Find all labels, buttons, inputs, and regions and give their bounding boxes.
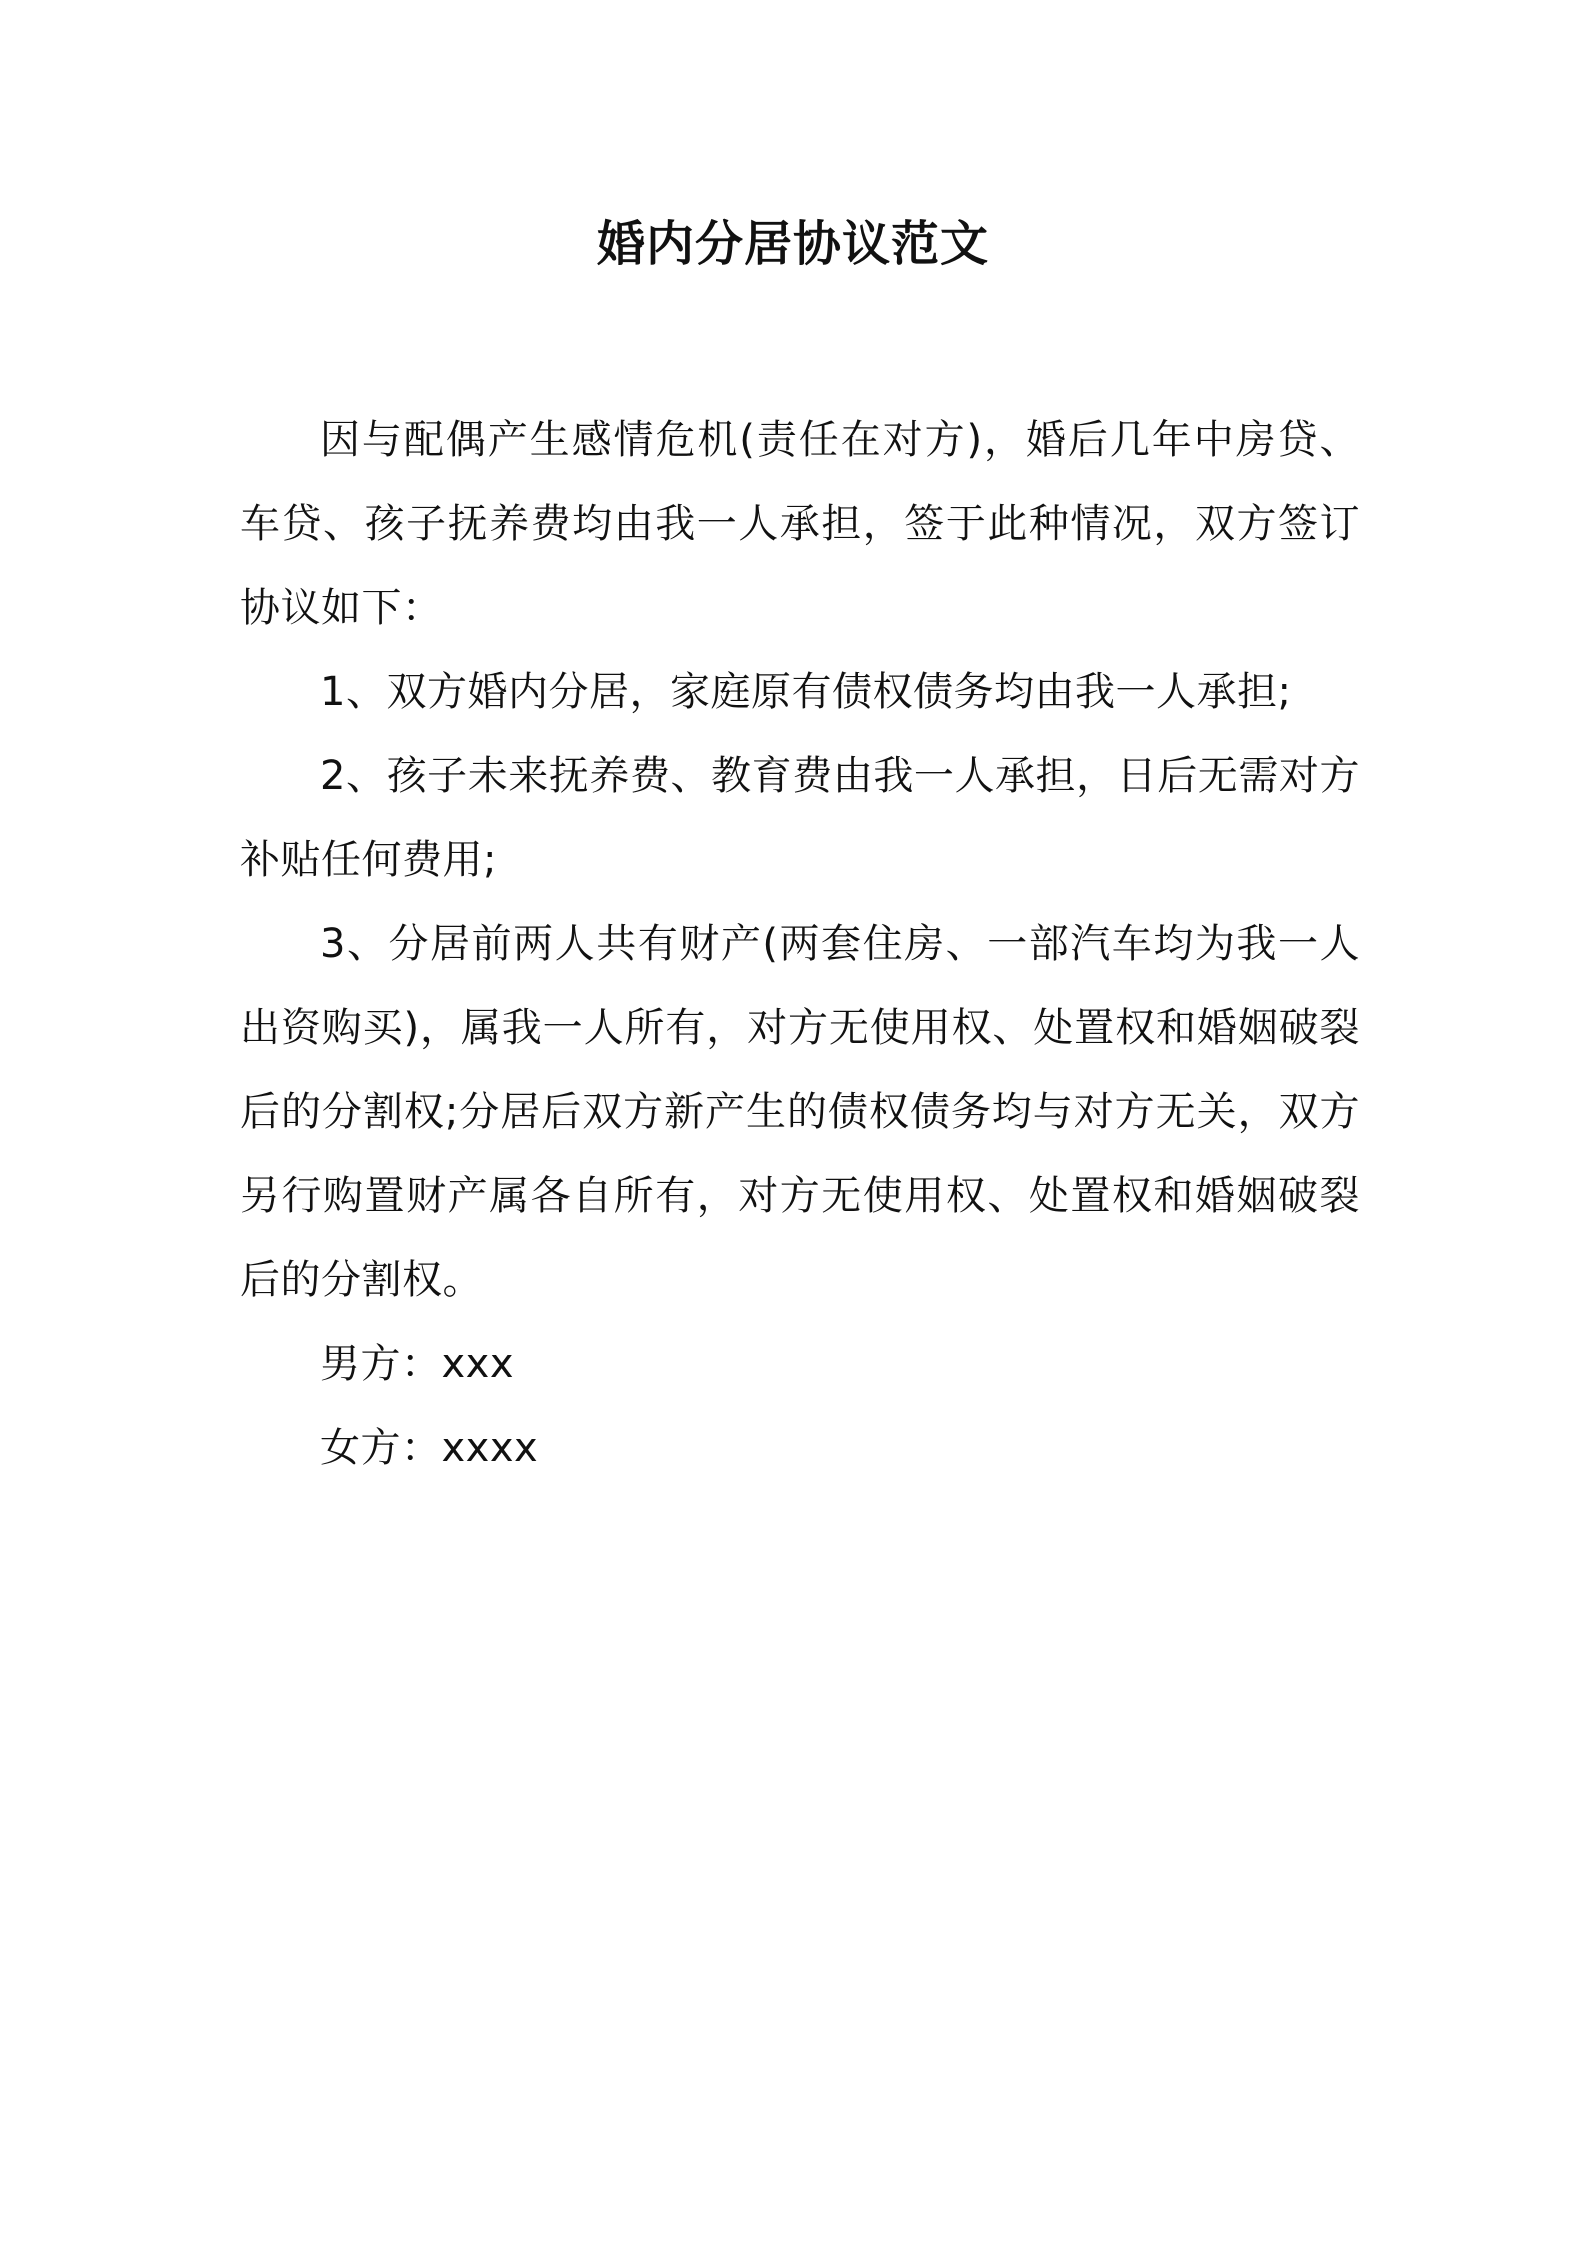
clause-1-paragraph: 1、双方婚内分居，家庭原有债权债务均由我一人承担; (320, 669, 1292, 715)
clause-2-paragraph: 2、孩子未来抚养费、教育费由我一人承担，日后无需对方补贴任何费用; (240, 753, 1360, 883)
male-signature-line: 男方：xxx (320, 1341, 515, 1387)
clause-3-paragraph: 3、分居前两人共有财产(两套住房、一部汽车均为我一人出资购买)，属我一人所有，对方无使用权、处置权和婚姻破裂后的分割权;分居后双方新产生的债权债务均与对方无关，双方另行购置财产属各自所有，对方无使用权、处置权和婚姻破裂后的分割权。 (240, 921, 1360, 1303)
female-signature-line: 女方：xxxx (320, 1425, 539, 1471)
intro-paragraph: 因与配偶产生感情危机(责任在对方)，婚后几年中房贷、车贷、孩子抚养费均由我一人承担，签于此种情况，双方签订协议如下： (240, 417, 1360, 631)
document-body (240, 398, 1360, 1490)
document-title: 婚内分居协议范文 (596, 216, 989, 272)
